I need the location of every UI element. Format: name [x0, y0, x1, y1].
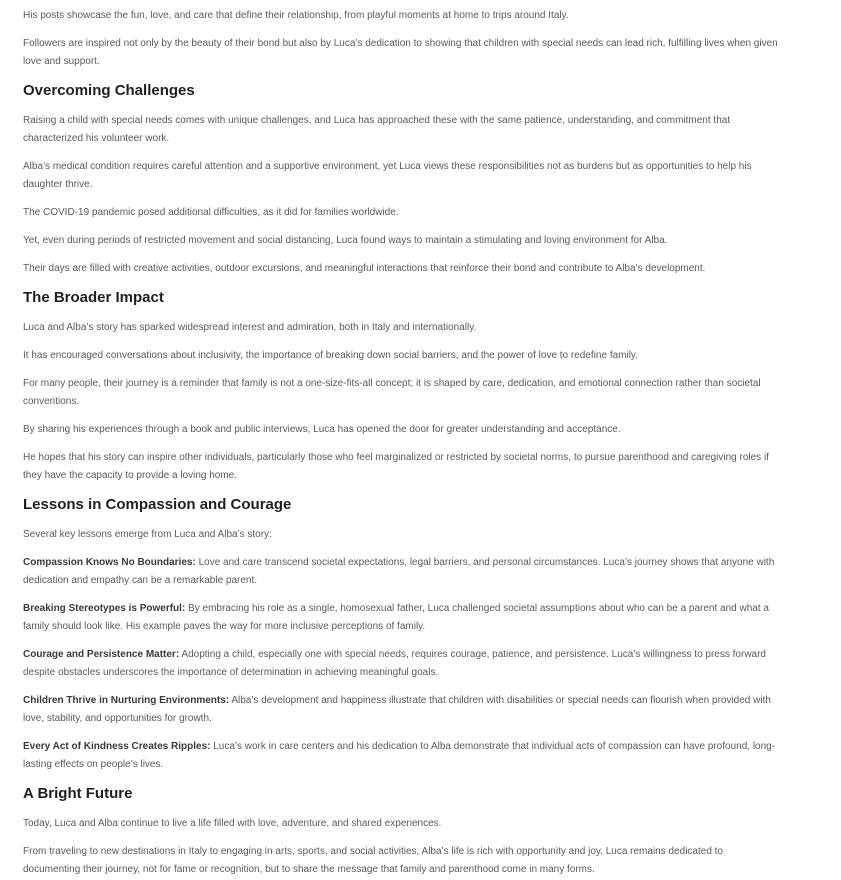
lesson-title: Compassion Knows No Boundaries: — [23, 557, 196, 568]
section-heading-bright-future: A Bright Future — [23, 785, 133, 802]
lesson-item — [23, 554, 778, 590]
lesson-item — [23, 646, 778, 682]
section-heading-lessons: Lessons in Compassion and Courage — [23, 496, 292, 513]
intro-paragraph-1: His posts showcase the fun, love, and care that define their relationship, from playful moments at home to trips around Italy. — [23, 10, 569, 21]
lesson-text: Alba’s development and happiness illustrate that children with disabilities or special needs can flourish when provided with love, stability, and opportunities for growth. — [23, 695, 771, 724]
paragraph: Luca and Alba’s story has sparked widespread interest and admiration, both in Italy and internationally. — [23, 322, 477, 333]
lesson-title: Every Act of Kindness Creates Ripples: — [23, 741, 211, 752]
paragraph: For many people, their journey is a reminder that family is not a one-size-fits-all concept; it is shaped by care, dedication, and emotional connection rather than societal conventions. — [23, 378, 761, 407]
lesson-title: Breaking Stereotypes is Powerful: — [23, 603, 186, 614]
paragraph: Several key lessons emerge from Luca and Alba’s story: — [23, 529, 272, 540]
paragraph: It has encouraged conversations about inclusivity, the importance of breaking down social barriers, and the power of love to redefine family. — [23, 350, 638, 361]
lesson-item — [23, 692, 778, 728]
lesson-text: Adopting a child, especially one with special needs, requires courage, patience, and persistence. Luca’s willingness to press forward despite obstacles underscores the importance of determination in achieving meaningful goals. — [23, 649, 766, 678]
lesson-item — [23, 738, 778, 774]
paragraph: By sharing his experiences through a book and public interviews, Luca has opened the door for greater understanding and acceptance. — [23, 424, 621, 435]
intro-paragraph-2: Followers are inspired not only by the beauty of their bond but also by Luca’s dedication to showing that children with special needs can lead rich, fulfilling lives when given love and support. — [23, 38, 778, 67]
paragraph: Their days are filled with creative activities, outdoor excursions, and meaningful interactions that reinforce their bond and contribute to Alba’s development. — [23, 263, 706, 274]
lesson-title: Courage and Persistence Matter: — [23, 649, 180, 660]
lesson-item — [23, 600, 778, 636]
paragraph: Yet, even during periods of restricted movement and social distancing, Luca found ways to maintain a stimulating and loving environment for Alba. — [23, 235, 668, 246]
paragraph: From traveling to new destinations in Italy to engaging in arts, sports, and social activities, Alba’s life is rich with opportunity and joy. Luca remains dedicated to documenting their journey, not for fame or recognition, but to share the message that family and parenthood come in many forms. — [23, 846, 723, 875]
section-heading-broader-impact: The Broader Impact — [23, 289, 164, 306]
paragraph: Today, Luca and Alba continue to live a life filled with love, adventure, and shared experiences. — [23, 818, 442, 829]
lesson-title: Children Thrive in Nurturing Environments: — [23, 695, 230, 706]
paragraph: He hopes that his story can inspire other individuals, particularly those who feel marginalized or restricted by societal norms, to pursue parenthood and caregiving roles if they have the capacity to provide a loving home. — [23, 452, 769, 481]
section-heading-overcoming-challenges: Overcoming Challenges — [23, 82, 195, 99]
paragraph: Alba’s medical condition requires careful attention and a supportive environment, yet Luca views these responsibilities not as burdens but as opportunities to help his daughter thrive. — [23, 161, 752, 190]
paragraph: The COVID-19 pandemic posed additional difficulties, as it did for families worldwide. — [23, 207, 399, 218]
lesson-text: By embracing his role as a single, homosexual father, Luca challenged societal assumptions about who can be a parent and what a family should look like. His example paves the way for more inclusive perceptions of family. — [23, 603, 769, 632]
lesson-text: Love and care transcend societal expectations, legal barriers, and personal circumstances. Luca’s journey shows that anyone with dedication and empathy can be a remarkable parent. — [23, 557, 775, 586]
lesson-text: Luca’s work in care centers and his dedication to Alba demonstrate that individual acts of compassion can have profound, long-lasting effects on people’s lives. — [23, 741, 776, 770]
paragraph: Raising a child with special needs comes with unique challenges, and Luca has approached these with the same patience, understanding, and commitment that characterized his volunteer work. — [23, 115, 731, 144]
